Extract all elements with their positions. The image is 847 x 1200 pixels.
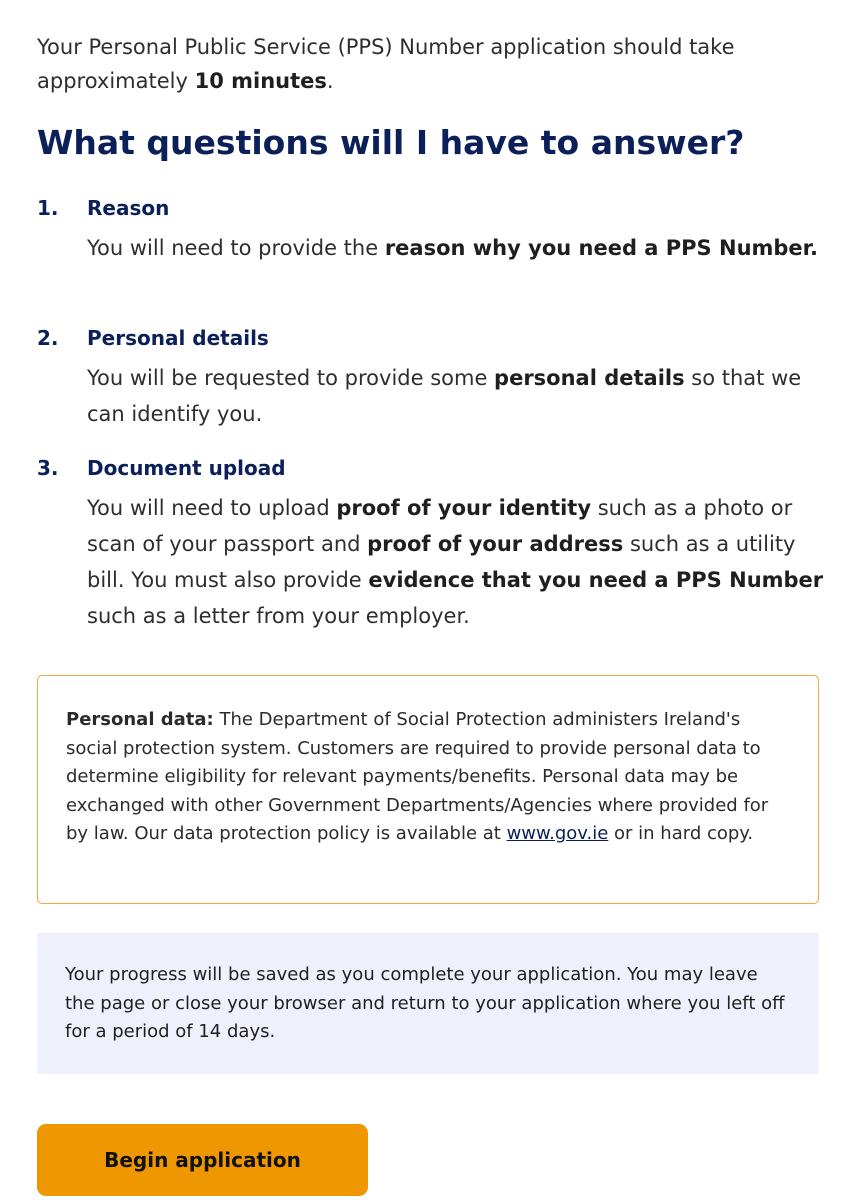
emphasis-text: reason why you need a PPS Number.	[384, 236, 819, 260]
emphasis-text: evidence that you need a PPS Number	[368, 568, 824, 592]
step-document-upload	[37, 450, 837, 634]
personal-data-text	[66, 706, 790, 849]
progress-info-panel	[37, 933, 819, 1074]
personal-data-notice	[37, 675, 819, 904]
step-description	[87, 360, 837, 432]
step-number: 1.	[37, 196, 59, 220]
intro-text	[37, 30, 827, 98]
emphasis-text: proof of your identity	[336, 496, 592, 520]
personal-data-label: Personal data:	[66, 709, 214, 730]
emphasis-text: personal details	[494, 366, 685, 390]
intro-text-before: Your Personal Public Service (PPS) Number application should take approximately	[37, 35, 735, 93]
page-heading: What questions will I have to answer?	[37, 123, 745, 162]
progress-info-text: Your progress will be saved as you complete your application. You may leave the page or close your browser and return to your application where you left off for a period of 14 days.	[65, 964, 785, 1042]
step-reason	[37, 190, 837, 320]
text-segment: such as a photo or scan of your passport and	[87, 496, 793, 556]
intro-duration: 10 minutes	[194, 69, 327, 93]
text-segment: You will need to upload	[87, 496, 337, 520]
steps-list	[37, 190, 837, 634]
step-number: 2.	[37, 326, 59, 350]
step-title: Personal details	[87, 326, 269, 350]
text-segment: such as a letter from your employer.	[87, 604, 470, 628]
step-description	[87, 230, 837, 266]
text-segment: so that we can identify you.	[87, 366, 802, 426]
step-title: Reason	[87, 196, 170, 220]
personal-data-body: The Department of Social Protection administers Ireland's social protection system. Customers are required to provide personal data to determine eligibility for relevant payments/benefits. Personal data may be exchanged with other Government Departments/Agencies where provided for by law. Our data protection policy is available at	[66, 709, 769, 844]
step-description	[87, 490, 837, 634]
personal-data-tail: or in hard copy.	[608, 823, 754, 844]
text-segment: such as a utility bill. You must also provide	[87, 532, 796, 592]
step-number: 3.	[37, 456, 59, 480]
text-segment: You will be requested to provide some	[87, 366, 495, 390]
emphasis-text: proof of your address	[367, 532, 624, 556]
intro-text-after: .	[326, 69, 334, 93]
text-segment: You will need to provide the	[87, 236, 385, 260]
begin-application-button[interactable]: Begin application	[37, 1124, 368, 1196]
step-personal-details	[37, 320, 837, 450]
step-title: Document upload	[87, 456, 286, 480]
gov-ie-link[interactable]: www.gov.ie	[506, 823, 609, 844]
